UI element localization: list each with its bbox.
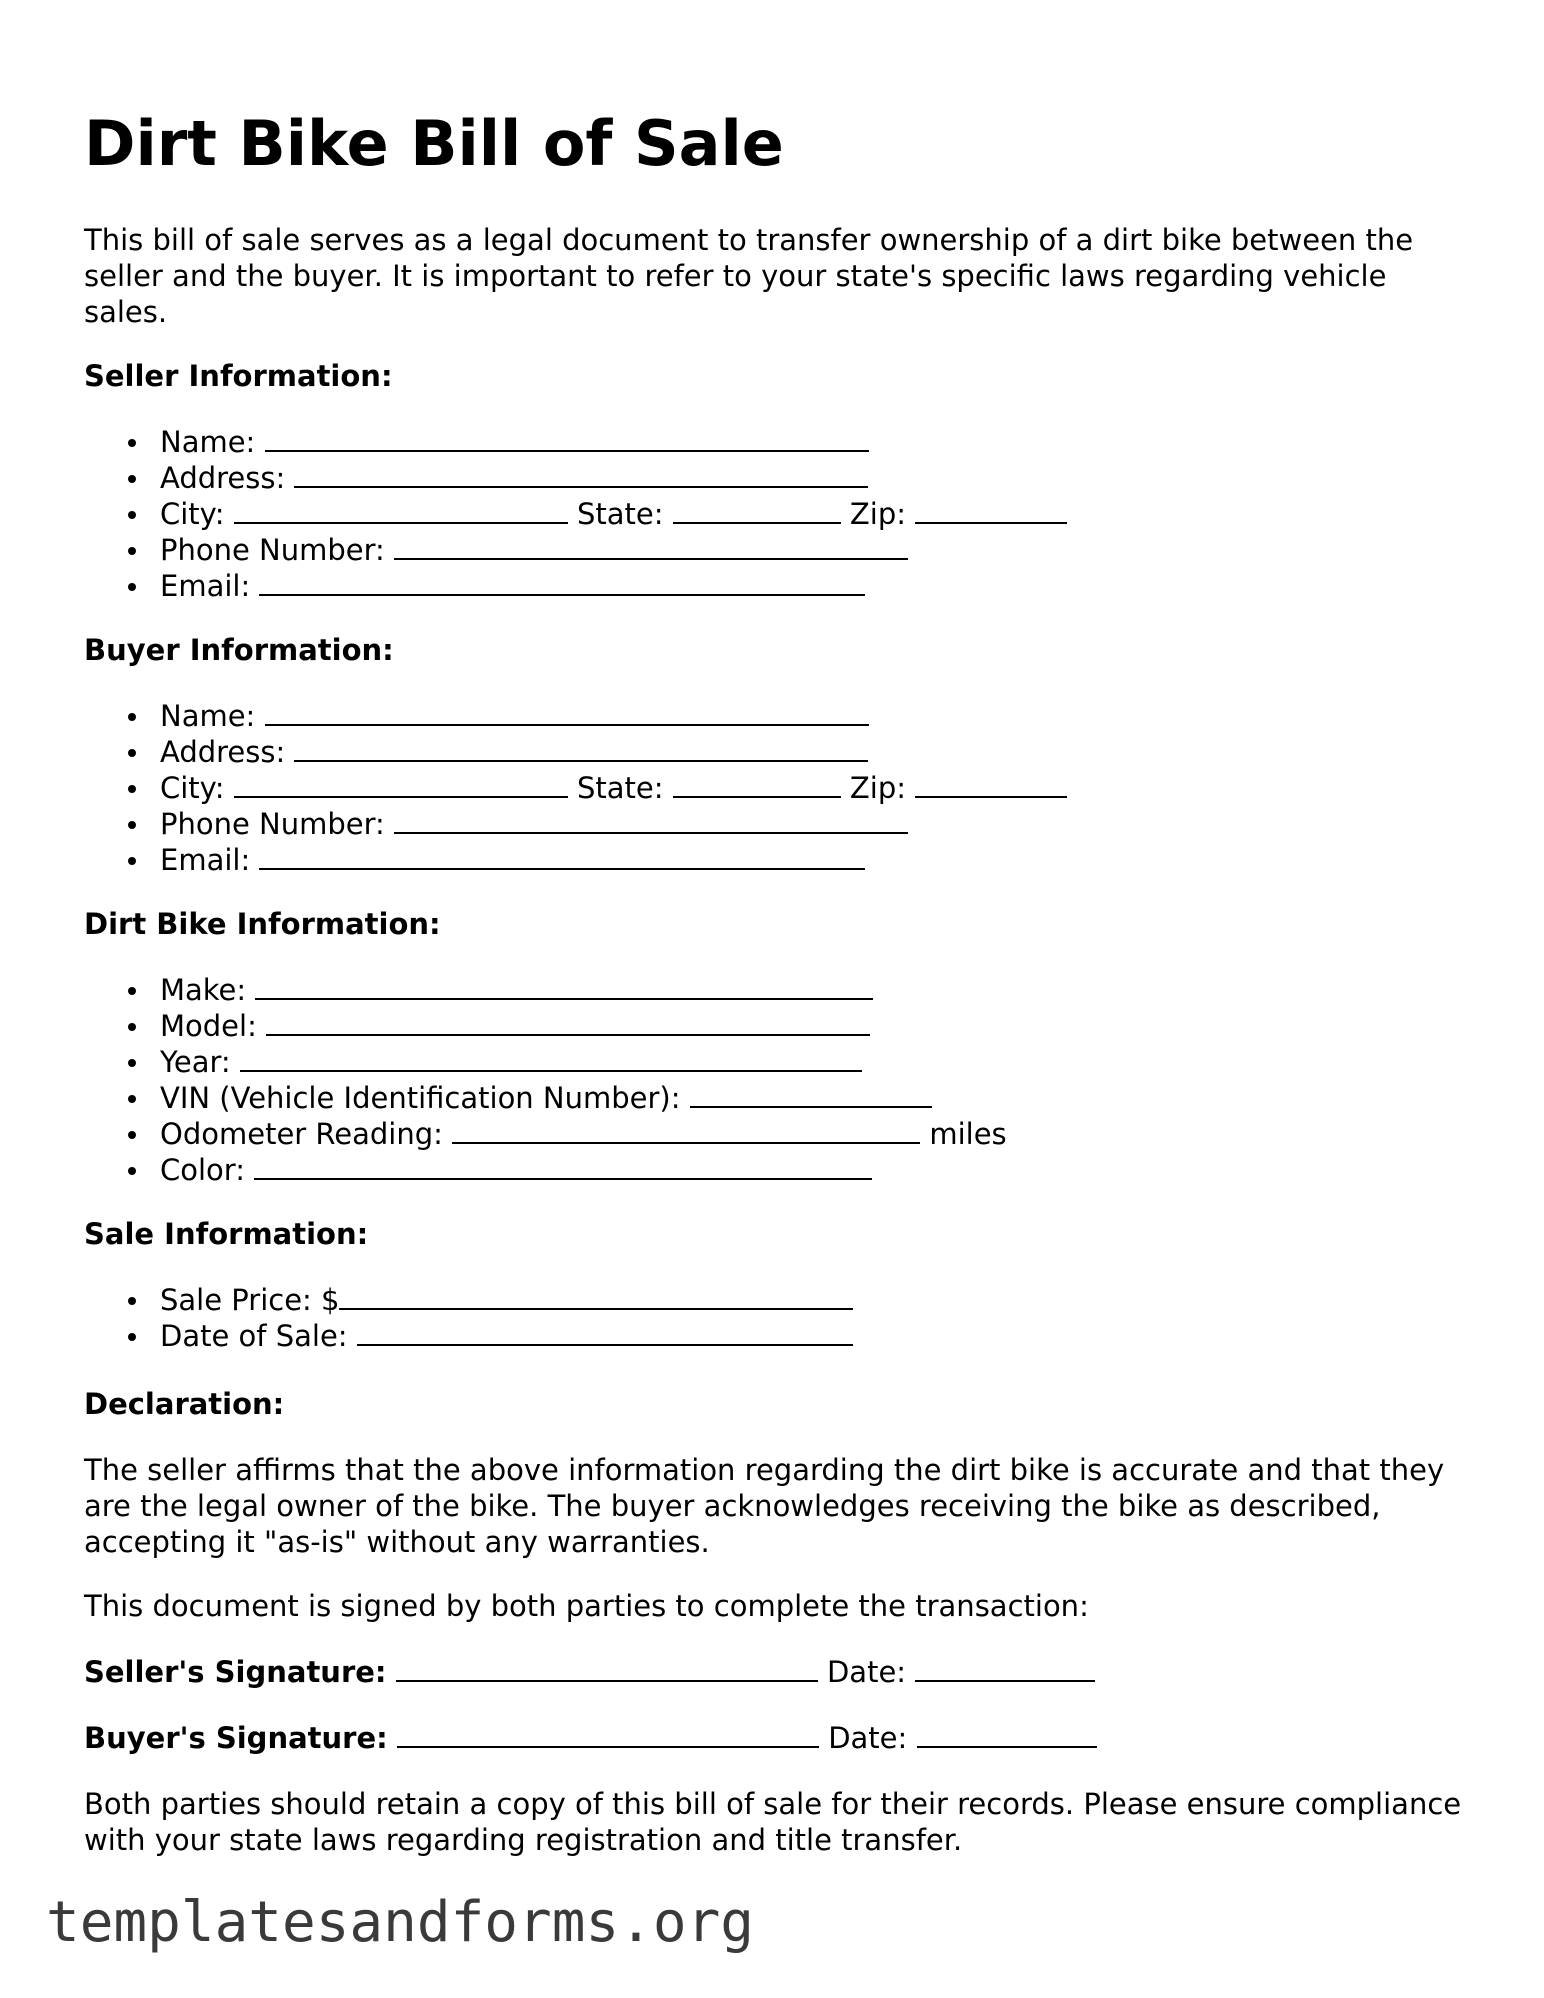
bike-color-field — [84, 1152, 1007, 1188]
sale-price-blank[interactable] — [339, 1282, 853, 1310]
buyer-email-blank[interactable] — [259, 842, 865, 870]
buyer-address-field — [84, 734, 1067, 770]
buyer-city-field — [84, 770, 1067, 806]
bike-odometer-field — [84, 1116, 1007, 1152]
buyer-phone-field — [84, 806, 1067, 842]
seller-signature-label: Seller's Signature: — [84, 1655, 387, 1689]
buyer-fields — [84, 698, 1067, 878]
field-label: Zip: — [849, 771, 907, 805]
signing-paragraph: This document is signed by both parties to complete the transaction: — [84, 1589, 1089, 1623]
seller-address-blank[interactable] — [294, 460, 868, 488]
seller-zip-blank[interactable] — [915, 496, 1067, 524]
seller-name-field — [84, 424, 1067, 460]
seller-date-label: Date: — [826, 1655, 907, 1689]
field-label: State: — [576, 497, 664, 531]
seller-address-field — [84, 460, 1067, 496]
field-label: City: — [160, 771, 225, 805]
field-label: Phone Number: — [160, 807, 385, 841]
intro-paragraph: This bill of sale serves as a legal document to transfer ownership of a dirt bike between the seller and the buyer. It is important to refer to your state's specific laws regarding vehicle sales. — [84, 223, 1414, 329]
seller-state-blank[interactable] — [673, 496, 841, 524]
seller-email-blank[interactable] — [259, 568, 865, 596]
closing-paragraph: Both parties should retain a copy of this bill of sale for their records. Please ensure compliance with your state laws regarding registration and title transfer. — [84, 1787, 1462, 1857]
sale-date-blank[interactable] — [357, 1318, 853, 1346]
field-label: Year: — [160, 1045, 231, 1079]
sale-fields — [84, 1282, 853, 1354]
field-label: Zip: — [849, 497, 907, 531]
buyer-name-blank[interactable] — [265, 698, 869, 726]
field-label: Model: — [160, 1009, 257, 1043]
field-label: Odometer Reading: — [160, 1117, 443, 1151]
buyer-signature-line — [84, 1720, 1097, 1756]
seller-email-field — [84, 568, 1067, 604]
bike-section-heading: Dirt Bike Information: — [84, 907, 441, 941]
seller-fields — [84, 424, 1067, 604]
seller-name-blank[interactable] — [265, 424, 869, 452]
bike-odometer-blank[interactable] — [452, 1116, 920, 1144]
buyer-state-blank[interactable] — [673, 770, 841, 798]
field-label: Color: — [160, 1153, 245, 1187]
bike-model-blank[interactable] — [266, 1008, 870, 1036]
seller-signature-line — [84, 1654, 1095, 1690]
buyer-date-label: Date: — [828, 1721, 908, 1755]
field-label: Address: — [160, 735, 286, 769]
field-label: Phone Number: — [160, 533, 385, 567]
field-label: Email: — [160, 569, 251, 603]
field-label: Sale Price: $ — [160, 1283, 340, 1317]
seller-city-field — [84, 496, 1067, 532]
sale-section-heading: Sale Information: — [84, 1217, 369, 1251]
buyer-signature-label: Buyer's Signature: — [84, 1721, 388, 1755]
field-label: Date of Sale: — [160, 1319, 348, 1353]
seller-signature-blank[interactable] — [396, 1654, 818, 1682]
buyer-section-heading: Buyer Information: — [84, 633, 394, 667]
field-label: VIN (Vehicle Identification Number): — [160, 1081, 681, 1115]
field-label: Address: — [160, 461, 286, 495]
sale-date-field — [84, 1318, 853, 1354]
bike-vin-blank[interactable] — [690, 1080, 932, 1108]
field-label: Name: — [160, 425, 256, 459]
odometer-unit: miles — [929, 1117, 1007, 1151]
seller-city-blank[interactable] — [234, 496, 568, 524]
bike-year-field — [84, 1044, 1007, 1080]
field-label: Email: — [160, 843, 251, 877]
field-label: City: — [160, 497, 225, 531]
field-label: Name: — [160, 699, 256, 733]
buyer-address-blank[interactable] — [294, 734, 868, 762]
bike-year-blank[interactable] — [240, 1044, 862, 1072]
declaration-paragraph: The seller affirms that the above information regarding the dirt bike is accurate and that they are the legal owner of the bike. The buyer acknowledges receiving the bike as described, accepting it "as-is" without any warranties. — [84, 1453, 1445, 1559]
seller-date-blank[interactable] — [915, 1654, 1095, 1682]
sale-price-field — [84, 1282, 853, 1318]
bike-make-blank[interactable] — [255, 972, 873, 1000]
seller-phone-field — [84, 532, 1067, 568]
bike-model-field — [84, 1008, 1007, 1044]
buyer-city-blank[interactable] — [234, 770, 568, 798]
bike-color-blank[interactable] — [254, 1152, 872, 1180]
declaration-heading: Declaration: — [84, 1387, 285, 1421]
buyer-name-field — [84, 698, 1067, 734]
buyer-email-field — [84, 842, 1067, 878]
document-title: Dirt Bike Bill of Sale — [84, 107, 784, 180]
bike-vin-field — [84, 1080, 1007, 1116]
buyer-date-blank[interactable] — [917, 1720, 1097, 1748]
field-label: State: — [576, 771, 664, 805]
bike-fields — [84, 972, 1007, 1188]
buyer-zip-blank[interactable] — [915, 770, 1067, 798]
seller-section-heading: Seller Information: — [84, 359, 393, 393]
buyer-phone-blank[interactable] — [394, 806, 908, 834]
field-label: Make: — [160, 973, 247, 1007]
buyer-signature-blank[interactable] — [397, 1720, 819, 1748]
seller-phone-blank[interactable] — [394, 532, 908, 560]
bike-make-field — [84, 972, 1007, 1008]
watermark: templatesandforms.org — [46, 1890, 755, 1955]
